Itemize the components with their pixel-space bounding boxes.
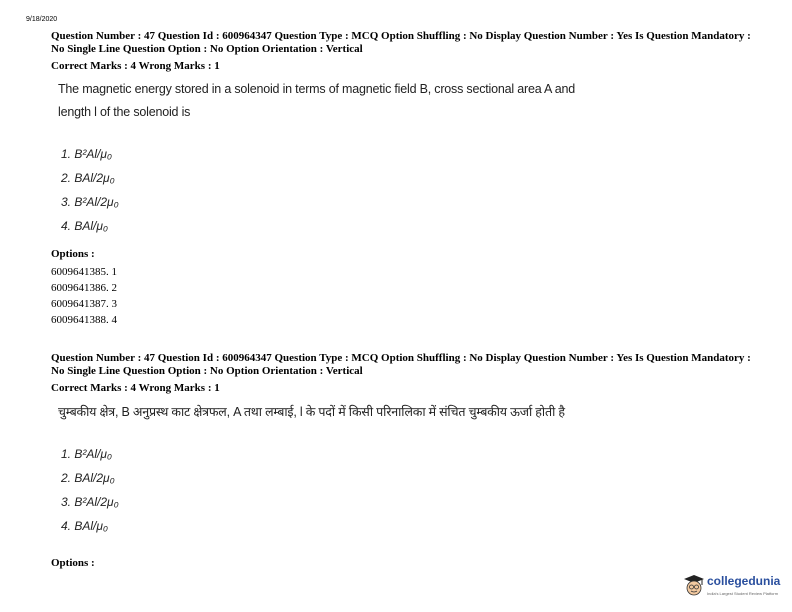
- q1-meta: Question Number : 47 Question Id : 600964347 Question Type : MCQ Option Shuffling : No Display Question Number : Yes Is Question Mandatory : No Single Line Question Option : No Option Orientation : Vertical: [51, 30, 751, 55]
- q1-option-3: 3. B²Al/2μ₀: [61, 195, 119, 209]
- q2-marks: Correct Marks : 4 Wrong Marks : 1: [51, 382, 220, 394]
- q2-option-3: 3. B²Al/2μ₀: [61, 495, 119, 509]
- q1-option-id-3: 6009641387. 3: [51, 298, 117, 310]
- q1-option-id-4: 6009641388. 4: [51, 314, 117, 326]
- q2-option-1: 1. B²Al/μ₀: [61, 447, 112, 461]
- collegedunia-logo-icon: [683, 573, 705, 599]
- q1-text-line2: length l of the solenoid is: [58, 105, 191, 119]
- q1-option-id-2: 6009641386. 2: [51, 282, 117, 294]
- q1-option-1: 1. B²Al/μ₀: [61, 147, 112, 161]
- q2-text: चुम्बकीय क्षेत्र, B अनुप्रस्थ काट क्षेत्रफल, A तथा लम्बाई, l के पदों में किसी परिनालिका में संचित चुम्बकीय ऊर्जा होती है: [58, 405, 565, 419]
- q2-option-4: 4. BAl/μ₀: [61, 519, 108, 533]
- q1-text-line1: The magnetic energy stored in a solenoid in terms of magnetic field B, cross sectional area A and: [58, 82, 576, 96]
- q1-options-label: Options :: [51, 248, 95, 260]
- q1-option-id-1: 6009641385. 1: [51, 266, 117, 278]
- q1-option-2: 2. BAl/2μ₀: [61, 171, 115, 185]
- q2-options-label: Options :: [51, 557, 95, 569]
- q2-option-2: 2. BAl/2μ₀: [61, 471, 115, 485]
- collegedunia-tagline: India's Largest Student Review Platform: [707, 591, 779, 596]
- print-date: 9/18/2020: [26, 16, 58, 23]
- collegedunia-logo-text: collegedunia: [707, 574, 781, 588]
- q2-meta: Question Number : 47 Question Id : 600964347 Question Type : MCQ Option Shuffling : No Display Question Number : Yes Is Question Mandatory : No Single Line Question Option : No Option Orientation : Vertical: [51, 352, 751, 377]
- q1-option-4: 4. BAl/μ₀: [61, 219, 108, 233]
- q1-marks: Correct Marks : 4 Wrong Marks : 1: [51, 60, 220, 72]
